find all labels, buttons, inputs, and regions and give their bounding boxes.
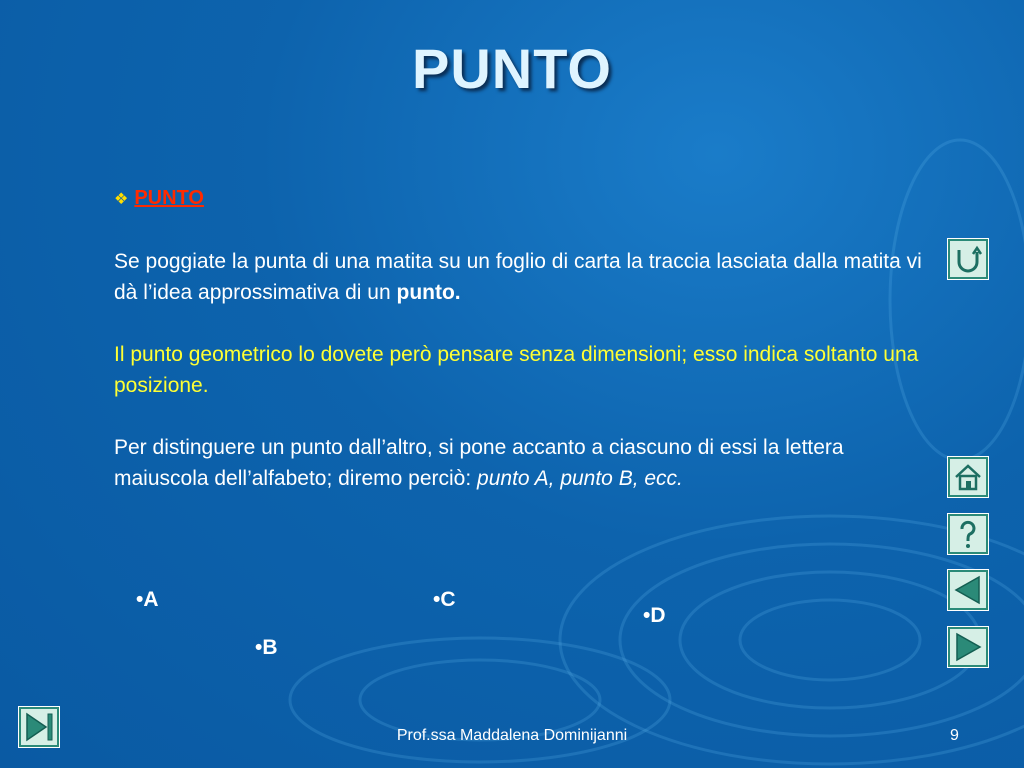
slide-title: PUNTO <box>412 37 612 100</box>
point-c: •C <box>433 588 456 611</box>
slide-number: 9 <box>950 727 959 744</box>
help-icon <box>951 517 985 551</box>
slide-content <box>114 182 924 494</box>
point-d: •D <box>643 604 666 627</box>
paragraph-3 <box>114 432 924 494</box>
previous-button[interactable] <box>947 569 989 611</box>
paragraph-3-italic: punto A, punto B, ecc. <box>477 467 683 490</box>
next-icon <box>951 630 985 664</box>
paragraph-1 <box>114 246 924 308</box>
heading-line <box>114 182 924 215</box>
home-button[interactable] <box>947 456 989 498</box>
point-b: •B <box>255 636 278 659</box>
return-icon <box>951 242 985 276</box>
point-a: •A <box>136 588 159 611</box>
paragraph-3-text: Per distinguere un punto dall’altro, si pone accanto a ciascuno di essi la lettera maiuscola dell’alfabeto; diremo perciò: <box>114 436 844 490</box>
home-icon <box>951 460 985 494</box>
section-heading: PUNTO <box>134 187 204 209</box>
previous-icon <box>951 573 985 607</box>
paragraph-1-bold: punto. <box>396 281 461 304</box>
help-button[interactable] <box>947 513 989 555</box>
return-button[interactable] <box>947 238 989 280</box>
paragraph-2: Il punto geometrico lo dovete però pensare senza dimensioni; esso indica soltanto una posizione. <box>114 343 919 397</box>
diamond-bullet-icon: ❖ <box>114 191 129 208</box>
footer-author: Prof.ssa Maddalena Dominijanni <box>396 727 628 744</box>
paragraph-1-text: Se poggiate la punta di una matita su un foglio di carta la traccia lasciata dalla matita vi dà l’idea approssimativa di un <box>114 250 922 304</box>
next-button[interactable] <box>947 626 989 668</box>
